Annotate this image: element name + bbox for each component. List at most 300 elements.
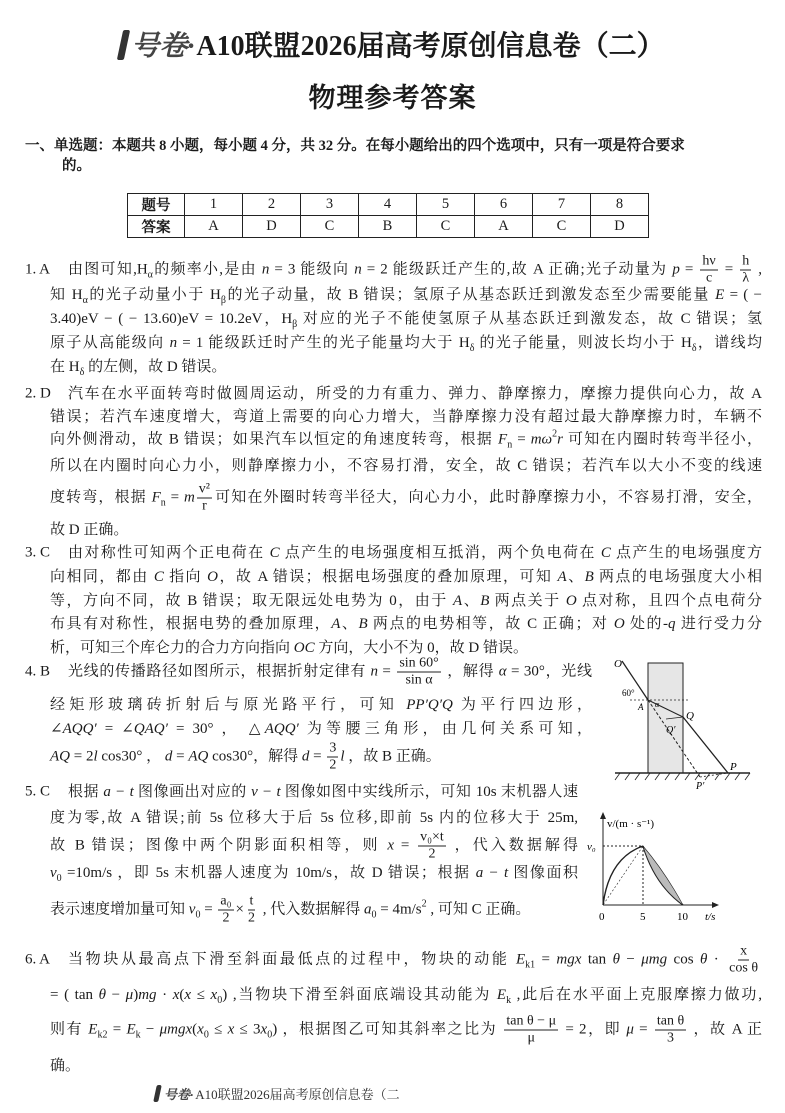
text-run: 度为零,故 A 错误;前 5s 位移大于后 5s 位移,即前 5s 内的位移大于 25m, [50,810,578,826]
question-number: 5. C [25,783,51,800]
fraction-numerator: v₀×t [420,829,444,845]
cell: B [359,216,417,238]
explanation-line [50,809,578,827]
x-axis-label: t/s [705,911,716,923]
cell: A [475,216,533,238]
text-run: = ( − [724,287,762,303]
text-run: 度转弯，根据 [50,489,152,506]
text-run: 布具有对称性，根据电势的叠加原理， [50,616,332,632]
math-symbol: x [210,987,218,1003]
text-run: 知 H [50,287,83,303]
text-run: 析，可知三个库仑力的合力方向指向 [50,640,294,656]
math-symbol: AQ [50,748,70,765]
math-symbol: A [557,569,567,585]
explanation-line [50,310,762,334]
cell: 5 [417,194,475,216]
fraction-numerator: x [740,943,748,959]
label-o: O [614,658,622,670]
fraction-numerator: h [742,253,750,269]
math-symbol: l [340,748,345,765]
math-symbol: B [584,569,594,585]
math-symbol: O [207,569,219,585]
explanation-line [50,358,226,382]
question-number: 6. A [25,951,51,968]
fraction-denominator: 2 [247,910,255,926]
section-heading: 一、单选题：本题共 8 小题，每小题 4 分，共 32 分。在每小题给出的四个选项中，只有一项是符合要求 [25,138,685,154]
subscript: k2 [97,1029,108,1041]
text-run: 两点的电势相等，故 C 正确；对 [367,616,614,632]
math-symbol: C [600,545,611,561]
text-run: 3.40)eV − ( − 13.60)eV = 10.2eV，H [50,311,293,327]
fraction-numerator: tan θ − μ [506,1013,557,1029]
title-text: A10联盟2026届高考原创信息卷（二） [196,31,665,62]
explanation-line [68,385,762,403]
math-symbol: v − t [251,784,281,800]
math-symbol: n [354,261,362,278]
text-run: ，解得 [442,663,499,680]
text-run: ≤ 3 [234,1021,261,1038]
math-symbol: QAQ′ [133,721,168,737]
text-run: ) ,当物块下滑至斜面底端设其动能为 [222,987,497,1003]
math-symbol: B [358,616,368,632]
text-run: = [679,261,699,278]
brand-logo: 号卷· [120,24,194,64]
math-symbol: E [715,287,725,303]
subscript: k [135,1029,141,1041]
text-run: = [512,431,531,448]
math-symbol: OC [293,640,315,656]
text-run: = 2 [70,748,94,765]
text-run: 故 D 正确。 [50,522,129,538]
text-run: 根据 [68,784,104,800]
cell: D [591,216,649,238]
text-run: ) ，根据图乙可知其斜率之比为 [272,1021,503,1038]
fraction-numerator: a₀ [220,893,232,909]
subscript: δ [79,367,85,378]
text-run: 点产生的电场强度相互抵消，两个负电荷在 [279,545,601,561]
subscript: δ [691,343,697,354]
text-run: 可知在内圈时转弯半径小， [563,431,762,448]
fraction [504,1014,558,1047]
text-run: = [165,489,184,506]
text-run: ，故 A 正 [688,1021,762,1038]
text-run: ) [133,987,139,1003]
text-run: , [753,261,763,278]
cell: 1 [185,194,243,216]
math-symbol: α [498,663,507,680]
text-run: 对应的光子不能使氢原子从基态跃迁到激发态，故 C 错误；氢 [297,311,762,327]
text-run: 图像面积 [508,865,578,881]
math-symbol: μmg [641,951,668,968]
subscript: 0 [371,909,377,921]
fraction [700,254,717,287]
text-run: 、 [566,569,585,585]
math-symbol: F [498,431,508,448]
cell: 8 [591,194,649,216]
cell: 4 [359,194,417,216]
math-symbol: E [515,951,526,968]
text-run: cos [667,951,700,968]
text-run: 、 [462,593,481,609]
math-symbol: a [364,901,372,918]
text-run: ≤ [208,1021,228,1038]
explanation-line [50,568,762,586]
explanation-line [50,334,762,358]
explanation-line [50,408,762,426]
math-symbol: r [557,431,563,448]
text-run: ≤ [191,987,211,1003]
explanation-line [50,615,762,633]
math-symbol: μ [626,1021,634,1038]
text-run: 的光子能量，则波长均小于 H [474,335,692,351]
text-run: , 可知 C 正确。 [426,901,531,918]
math-symbol: C [153,569,164,585]
text-run: 为平行四边形， [452,697,592,713]
subscript: 0 [56,873,62,884]
question-number: 4. B [25,663,51,680]
section-heading-cont: 的。 [62,158,91,174]
text-run: =10m/s ，即 5s 末机器人速度为 10m/s，故 D 错误；根据 [61,865,476,881]
explanation-line [50,639,528,657]
text-run: = ( tan [50,987,99,1003]
text-run: 的光子动量，故 B 错误；氢原子从基态跃迁到激发态至少需要能量 [225,287,716,303]
fraction [218,894,233,927]
text-run: ,此后在水平面上克服摩擦力做功, [511,987,763,1003]
math-symbol: A [331,616,341,632]
text-run: = 30°，光线 [506,663,592,680]
cell: 6 [475,194,533,216]
shaded-area-2 [643,846,683,905]
explanation-line [50,1014,762,1047]
cell: 3 [301,194,359,216]
question-number: 2. D [25,385,51,402]
text-run: = 1 能级跃迁时产生的光子能量均大于 H [177,335,470,351]
question-number: 3. C [25,544,51,561]
text-run: 等，方向不同，故 B 错误；取无限远处电势为 0，由于 [50,593,454,609]
math-symbol: O [613,616,625,632]
math-symbol: E [88,1021,98,1038]
math-symbol: p [672,261,680,278]
text-run: 则有 [50,1021,89,1038]
table-row [128,194,649,216]
explanation-line [68,944,762,977]
footer-logo: 号卷· [155,1084,193,1103]
text-run: 故 B 错误；图像中两个阴影面积相等，则 [50,837,388,854]
text-run: − [619,951,642,968]
math-symbol: v [188,901,196,918]
subscript: 0 [203,1029,209,1041]
cell: 2 [243,194,301,216]
text-run: 的左侧，故 D 错误。 [84,359,227,375]
explanation-line [50,986,762,1010]
explanation-line [68,783,578,801]
fraction [246,894,257,927]
explanation-line [50,894,530,927]
text-run: = [107,1021,127,1038]
text-run: 表示速度增加量可知 [50,901,189,918]
fraction-denominator: c [705,270,713,286]
text-run: · [707,951,726,968]
text-run: 图像画出对应的 [133,784,252,800]
explanation-line [50,286,762,310]
text-run: 方向，大小不为 0，故 D 错误。 [314,640,528,656]
math-symbol: mgx [556,951,582,968]
math-symbol: a − t [475,865,509,881]
text-run: 两点的电场强度大小相 [593,569,762,585]
emergent-ray [683,717,728,773]
text-run: 的频率小,是由 [152,261,262,278]
text-run: ∠ [50,721,63,737]
label-q-prime: Q′ [666,725,676,736]
subscript: β [292,319,298,330]
subscript: k [506,995,512,1006]
subscript: α [147,269,153,281]
page-title [0,24,785,64]
explanation-line [50,830,578,863]
fraction-denominator: r [202,498,207,514]
answer-table [127,193,649,238]
text-run: = [200,901,217,918]
subscript: k1 [525,959,536,971]
math-symbol: m [183,489,195,506]
math-symbol: μ [125,987,134,1003]
text-run: 两点关于 [489,593,566,609]
subscript: δ [469,343,475,354]
text-run: 当物块从最高点下滑至斜面最低点的过程中，物块的动能 [68,951,516,968]
math-symbol: O [565,593,577,609]
text-run: − [105,987,126,1003]
math-symbol: x [172,987,180,1003]
fraction [655,1014,686,1047]
text-run: = [377,663,396,680]
label-q: Q [686,710,694,722]
y-axis-label: v/(m · s⁻¹) [607,818,654,830]
text-run: = 3 能级向 [269,261,355,278]
fraction-numerator: sin 60° [399,655,439,671]
math-symbol: AQQ′ [62,721,97,737]
label-p: P [730,761,737,773]
fraction-denominator: μ [527,1030,535,1046]
fraction-denominator: 2 [428,846,436,862]
subscript: n [507,439,513,451]
v-curve-rise [603,846,643,905]
explanation-line [50,1057,80,1075]
math-symbol: F [151,489,161,506]
text-run: 向相同，都由 [50,569,154,585]
fraction-denominator: sin α [405,672,433,688]
text-run: 所以在内圈时向心力小，则静摩擦力小，不容易打滑，安全，故 C 错误；若汽车以大小不变的线速 [50,458,762,474]
fraction [727,944,760,977]
text-run: 向外侧滑动，故 B 错误；如果汽车以恒定的角速度转弯，根据 [50,431,499,448]
subscript: 0 [195,909,201,921]
text-run: = 4m/s [376,901,422,918]
text-run: = [172,748,189,765]
math-symbol: n [261,261,270,278]
text-run: 错误；若汽车速度增大，弯道上需要的向心力增大，当静摩擦力没有超过最大静摩擦力时，车辆不 [50,409,762,425]
text-run: 点对称，且四个点电荷分 [576,593,762,609]
math-symbol: θ [699,951,708,968]
subscript: α [82,295,88,306]
fraction [418,830,446,863]
math-symbol: x [197,1021,204,1038]
text-run: = 2 能级跃迁产生的,故 A 正确;光子动量为 [361,261,673,278]
text-run: 为等腰三角形，由几何关系可知， [298,721,592,737]
text-run: × [235,901,244,918]
text-run: · [156,987,173,1003]
text-run: = 30° ， △ [167,721,265,737]
fraction-numerator: 3 [329,740,337,756]
text-run: 可知在外圈时转弯半径大，向心力小，此时静摩擦力小，不容易打滑，安全， [214,489,762,506]
math-symbol: E [126,1021,136,1038]
explanation-line [50,864,578,888]
math-symbol: AQQ′ [264,721,299,737]
text-run: , 代入数据解得 [258,901,364,918]
math-symbol: x [260,1021,268,1038]
text-run: cos30° ， [97,748,165,765]
cell: 7 [533,194,591,216]
text-run: 图像如图中实线所示，可知 10s 末机器人速 [280,784,578,800]
subscript: β [220,295,226,306]
explanation-line [50,592,762,610]
cell: C [533,216,591,238]
row-label: 题号 [128,194,185,216]
math-symbol: a − t [103,784,134,800]
math-symbol: AQ [188,748,209,765]
math-symbol: PP′Q′Q [406,697,453,713]
cell: D [243,216,301,238]
math-symbol: n [169,335,178,351]
text-run: 汽车在水平面转弯时做圆周运动，所受的力有重力、弹力、静摩擦力，摩擦力提供向心力，故 A [68,386,762,402]
math-symbol: mω [530,431,553,448]
fraction-numerator: tan θ [656,1013,685,1029]
text-run: 处的- [624,616,669,632]
supscript: 2 [421,898,427,910]
fraction-denominator: cos θ [729,960,759,976]
math-symbol: E [496,987,507,1003]
text-run: 由图可知,H [68,261,148,278]
text-run: = [309,748,326,765]
explanation-line [50,482,762,515]
text-run: = [394,837,417,854]
math-symbol: d [301,748,310,765]
text-run: 原子从高能级向 [50,335,170,351]
footer-text: A10联盟2026届高考原创信息卷（二 [195,1087,400,1102]
text-run: = ∠ [96,721,134,737]
text-run: = 2，即 [560,1021,627,1038]
text-run: 光线的传播路径如图所示，根据折射定律有 [68,663,371,680]
fraction-numerator: v² [198,481,210,497]
math-symbol: mg [138,987,157,1003]
text-run: = [719,261,739,278]
text-run: = [535,951,557,968]
text-run: 在 H [50,359,80,375]
label-p-prime: P′ [696,781,705,790]
row-label: 答案 [128,216,185,238]
fraction-denominator: 3 [667,1030,675,1046]
text-run: 点产生的电场强度方 [610,545,762,561]
fraction-numerator: hν [702,253,716,269]
supscript: 2 [552,428,558,440]
x-tick: 10 [677,911,688,923]
text-run: − [140,1021,160,1038]
explanation-line [68,254,762,287]
label-a: A [638,702,644,712]
fraction-denominator: 2 [222,910,230,926]
text-run: ，故 A 错误；根据电场强度的叠加原理，可知 [218,569,558,585]
math-symbol: x [184,987,192,1003]
text-run: 由对称性可知两个正电荷在 [68,545,270,561]
math-symbol: C [269,545,280,561]
page-footer [155,1084,400,1103]
math-symbol: d [164,748,173,765]
v0-label: v₀ [587,841,596,853]
explanation-line [68,544,762,562]
math-symbol: μmgx [159,1021,193,1038]
text-run: 指向 [163,569,208,585]
math-symbol: l [93,748,98,765]
math-symbol: v [50,865,57,881]
text-run: 、 [340,616,359,632]
shaded-area-1 [603,846,643,905]
text-run: = [633,1021,653,1038]
math-symbol: n [370,663,378,680]
text-run: ，代入数据解得 [447,837,578,854]
math-symbol: θ [98,987,106,1003]
subscript: 0 [267,1029,273,1041]
text-run: ( [179,987,185,1003]
fraction-denominator: λ [742,270,750,286]
cell: A [185,216,243,238]
math-symbol: x [227,1021,235,1038]
v-t-graph [585,810,765,930]
math-symbol: x [387,837,395,854]
fraction [327,741,338,774]
question-number: 1. A [25,261,51,278]
text-run: tan [581,951,613,968]
cell: C [417,216,475,238]
x-tick: 5 [640,911,646,923]
label-angle-60: 60° [622,688,635,698]
text-run: 经矩形玻璃砖折射后与原光路平行，可知 [50,697,407,713]
text-run: cos30°，解得 [208,748,302,765]
math-symbol: q [668,616,676,632]
text-run: ，谱线均 [696,335,762,351]
explanation-line [50,521,128,539]
text-run: 的光子动量小于 H [87,287,221,303]
label-alpha: α [655,700,660,709]
explanation-line [68,656,592,689]
x-tick: 0 [599,911,605,923]
explanation-line [50,426,762,455]
explanation-line [50,457,762,475]
table-row [128,216,649,238]
fraction [197,482,212,515]
explanation-line [50,696,592,714]
math-symbol: A [453,593,463,609]
fraction [397,656,440,689]
subscript: 0 [217,995,223,1006]
text-run: ，故 B 正确。 [344,748,441,765]
page-subtitle: 物理参考答案 [308,83,477,113]
text-run: ( [192,1021,198,1038]
cell: C [301,216,359,238]
explanation-line [50,741,441,774]
fraction [740,254,751,287]
refraction-diagram [600,655,775,790]
math-symbol: θ [612,951,620,968]
math-symbol: B [480,593,490,609]
explanation-line [50,720,592,738]
